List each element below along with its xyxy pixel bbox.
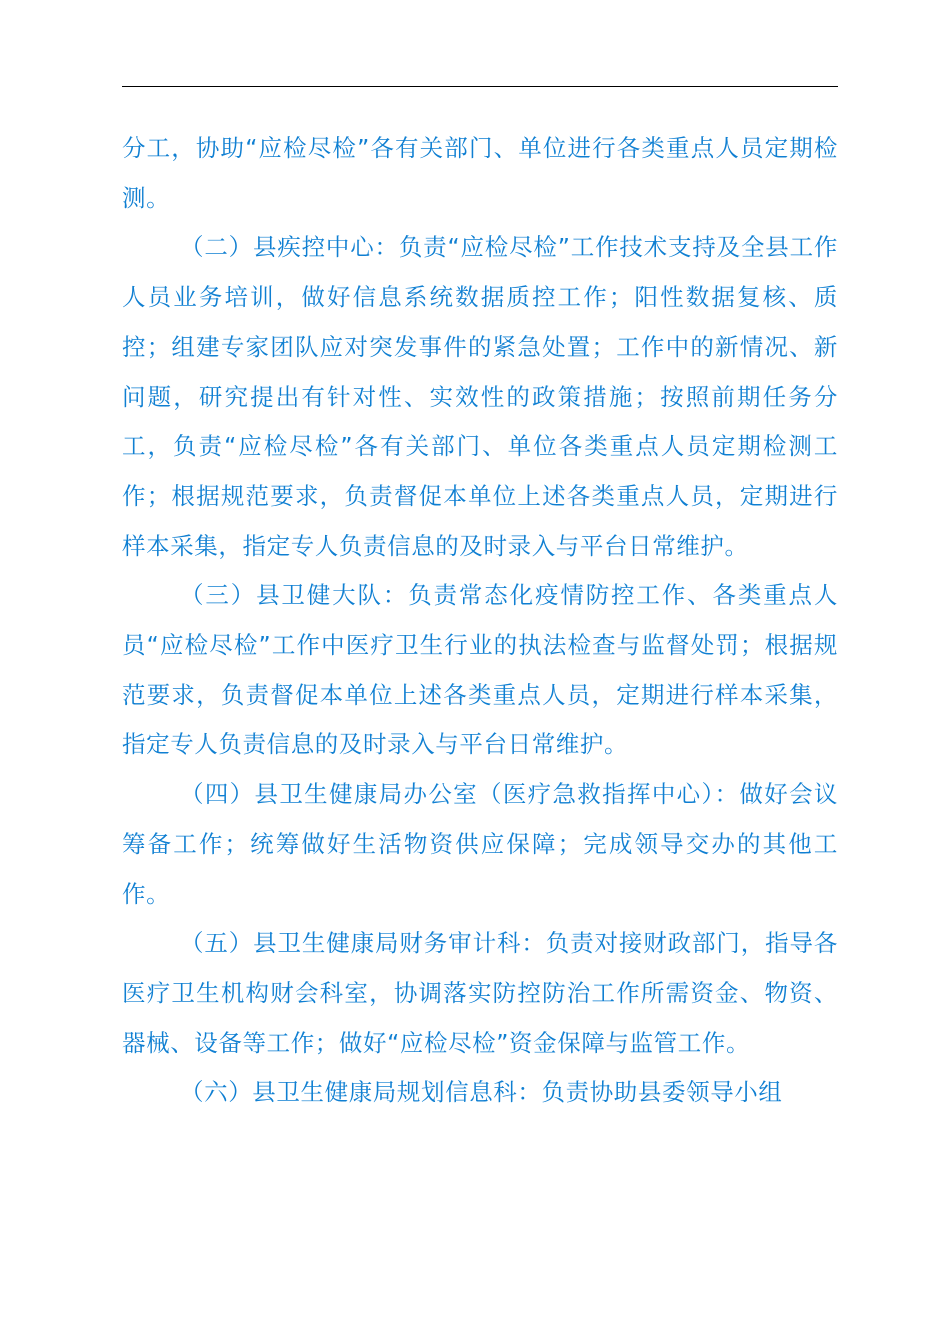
paragraph-planning-info: （六）县卫生健康局规划信息科：负责协助县委领导小组	[180, 1078, 783, 1107]
paragraph-county-cdc: （二）县疾控中心：负责“应检尽检”工作技术支持及全县工作人员业务培训，做好信息系统数据质控工作；阳性数据复核、质控；组建专家团队应对突发事件的紧急处置；工作中的新情况、新问题，研究提出有针对性、实效性的政策措施；按照前期任务分工，负责“应检尽检”各有关部门、单位各类重点人员定期检测工作；根据规范要求，负责督促本单位上述各类重点人员，定期进行样本采集，指定专人负责信息的及时录入与平台日常维护。	[122, 233, 838, 560]
paragraph-finance-audit: （五）县卫生健康局财务审计科：负责对接财政部门，指导各医疗卫生机构财会科室，协调落实防控防治工作所需资金、物资、器械、设备等工作；做好“应检尽检”资金保障与监管工作。	[122, 929, 838, 1057]
document-body	[122, 124, 838, 1118]
paragraph-general-office: （四）县卫生健康局办公室（医疗急救指挥中心）：做好会议筹备工作；统筹做好生活物资供应保障；完成领导交办的其他工作。	[122, 780, 838, 908]
header-rule	[122, 86, 838, 87]
paragraph-health-inspection: （三）县卫健大队：负责常态化疫情防控工作、各类重点人员“应检尽检”工作中医疗卫生行业的执法检查与监督处罚；根据规范要求，负责督促本单位上述各类重点人员，定期进行样本采集，指定专人负责信息的及时录入与平台日常维护。	[122, 581, 838, 759]
paragraph-continuation: 分工，协助“应检尽检”各有关部门、单位进行各类重点人员定期检测。	[122, 134, 838, 212]
